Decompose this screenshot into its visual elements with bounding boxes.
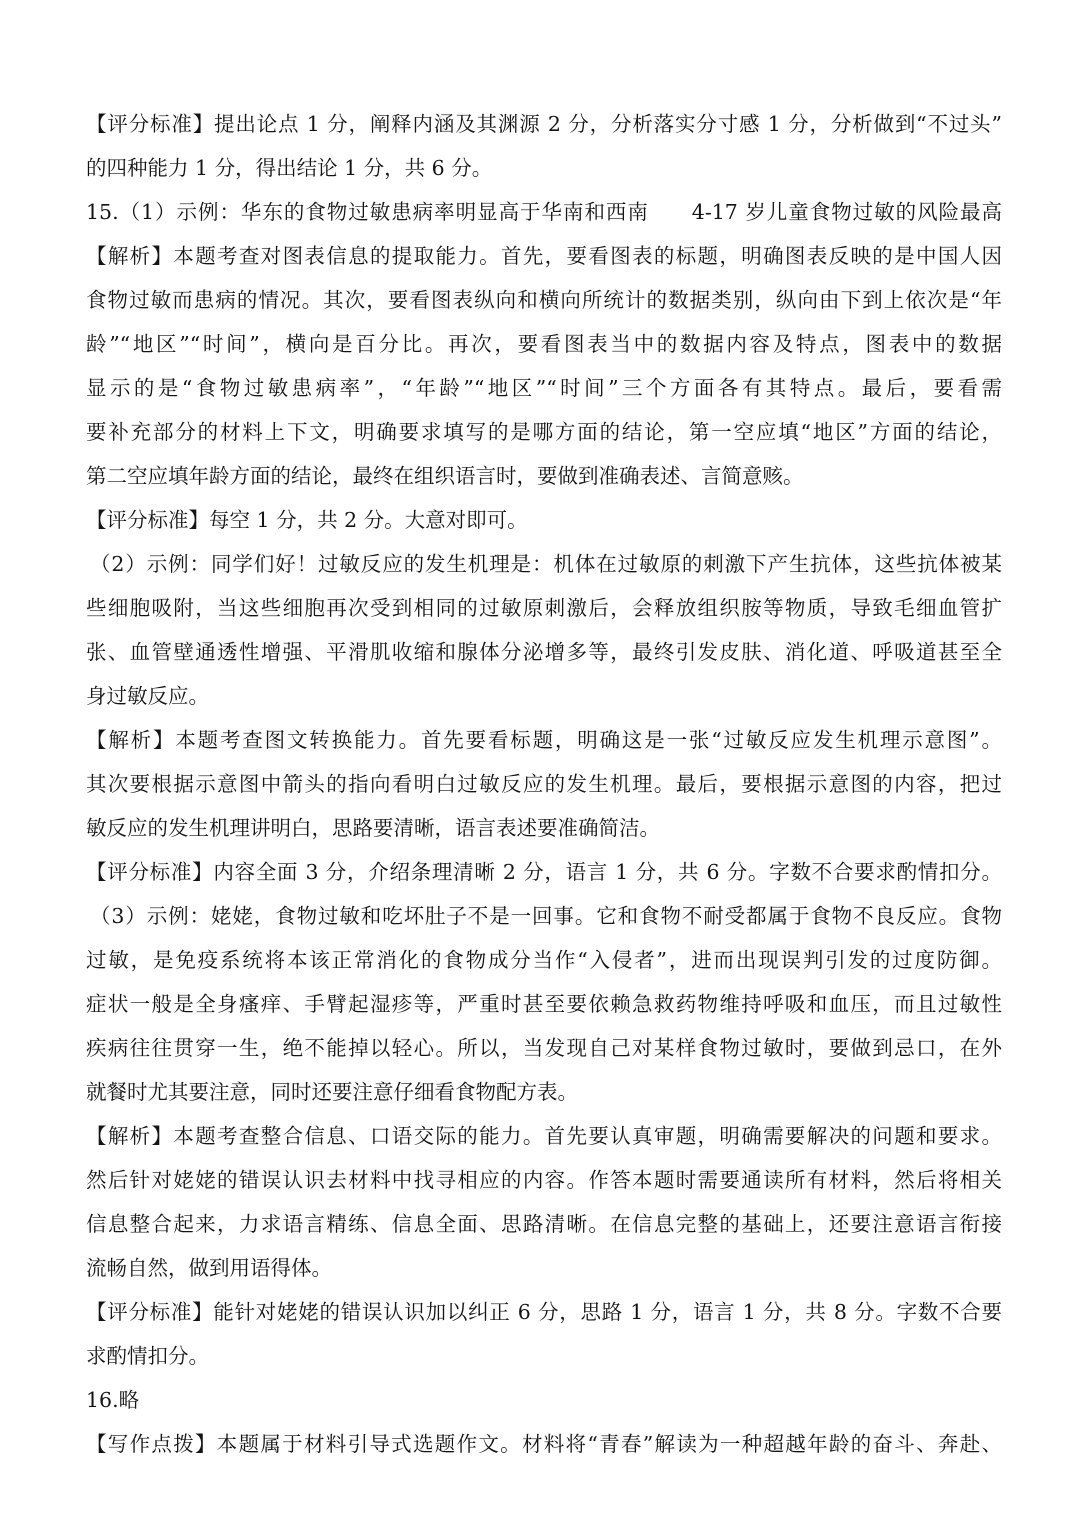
text-line: 的四种能力 1 分，得出结论 1 分，共 6 分。 <box>86 156 493 180</box>
scoring-criteria-q14 <box>86 102 1002 190</box>
text-line: 【评分标准】每空 1 分，共 2 分。大意对即可。 <box>86 508 528 532</box>
text-line: 16.略 <box>86 1388 140 1412</box>
text-line: 显示的是“食物过敏患病率”，“年龄”“地区”“时间”三个方面各有其特点。最后，要看需 <box>86 376 1002 400</box>
text-line: 其次要根据示意图中箭头的指向看明白过敏反应的发生机理。最后，要根据示意图的内容，把过 <box>86 772 1002 796</box>
text-line: 流畅自然，做到用语得体。 <box>86 1256 332 1280</box>
text-line: 【评分标准】提出论点 1 分，阐释内涵及其渊源 2 分，分析落实分寸感 1 分，分析做到“不过头” <box>86 112 1002 136</box>
scoring-criteria-q15-1 <box>86 498 1002 542</box>
text-line: 疾病往往贯穿一生，绝不能掉以轻心。所以，当发现自己对某样食物过敏时，要做到忌口，在外 <box>86 1036 1002 1060</box>
writing-guidance-q16 <box>86 1422 1002 1466</box>
answer-q15-2 <box>86 542 1002 718</box>
text-line: 信息整合起来，力求语言精练、信息全面、思路清晰。在信息完整的基础上，还要注意语言衔接 <box>86 1212 1002 1236</box>
text-line: 身过敏反应。 <box>86 684 209 708</box>
text-line: 要补充部分的材料上下文，明确要求填写的是哪方面的结论，第一空应填“地区”方面的结论， <box>86 420 1002 444</box>
answer-q15-1 <box>86 190 1002 234</box>
text-line: 就餐时尤其要注意，同时还要注意仔细看食物配方表。 <box>86 1080 578 1104</box>
text-line: 求酌情扣分。 <box>86 1344 209 1368</box>
answer-q16 <box>86 1378 1002 1422</box>
text-line: 【评分标准】能针对姥姥的错误认识加以纠正 6 分，思路 1 分，语言 1 分，共 8 分。字数不合要 <box>86 1300 1002 1324</box>
analysis-q15-1 <box>86 234 1002 498</box>
scoring-criteria-q15-2 <box>86 850 1002 894</box>
scoring-criteria-q15-3 <box>86 1290 1002 1378</box>
text-line: （2）示例：同学们好！过敏反应的发生机理是：机体在过敏原的刺激下产生抗体，这些抗体被某 <box>90 552 1002 576</box>
text-line: 【解析】本题考查图文转换能力。首先要看标题，明确这是一张“过敏反应发生机理示意图”。 <box>86 728 1002 752</box>
text-line: 然后针对姥姥的错误认识去材料中找寻相应的内容。作答本题时需要通读所有材料，然后将相关 <box>86 1168 1002 1192</box>
text-line: 【评分标准】内容全面 3 分，介绍条理清晰 2 分，语言 1 分，共 6 分。字数不合要求酌情扣分。 <box>86 860 1002 884</box>
answer-q15-3 <box>86 894 1002 1114</box>
text-line: 症状一般是全身瘙痒、手臂起湿疹等，严重时甚至要依赖急救药物维持呼吸和血压，而且过敏性 <box>86 992 1002 1016</box>
text-line: 龄”“地区”“时间”，横向是百分比。再次，要看图表当中的数据内容及特点，图表中的数据 <box>86 332 1002 356</box>
analysis-q15-2 <box>86 718 1002 850</box>
text-line: 些细胞吸附，当这些细胞再次受到相同的过敏原刺激后，会释放组织胺等物质，导致毛细血管扩 <box>86 596 1002 620</box>
text-line: 15.（1）示例：华东的食物过敏患病率明显高于华南和西南 4-17 岁儿童食物过敏的风险最高 <box>86 200 1002 224</box>
text-line: 第二空应填年龄方面的结论，最终在组织语言时，要做到准确表述、言简意赅。 <box>86 464 804 488</box>
text-line: 【解析】本题考查整合信息、口语交际的能力。首先要认真审题，明确需要解决的问题和要求。 <box>86 1124 1002 1148</box>
text-line: （3）示例：姥姥，食物过敏和吃坏肚子不是一回事。它和食物不耐受都属于食物不良反应。食物 <box>90 904 1002 928</box>
text-line: 食物过敏而患病的情况。其次，要看图表纵向和横向所统计的数据类别，纵向由下到上依次是“年 <box>86 288 1002 312</box>
text-line: 【写作点拨】本题属于材料引导式选题作文。材料将“青春”解读为一种超越年龄的奋斗、奔赴、 <box>86 1432 1002 1456</box>
text-line: 【解析】本题考查对图表信息的提取能力。首先，要看图表的标题，明确图表反映的是中国人因 <box>86 244 1002 268</box>
text-line: 过敏，是免疫系统将本该正常消化的食物成分当作“入侵者”，进而出现误判引发的过度防御。 <box>86 948 1002 972</box>
text-line: 张、血管壁通透性增强、平滑肌收缩和腺体分泌增多等，最终引发皮肤、消化道、呼吸道甚至全 <box>86 640 1002 664</box>
analysis-q15-3 <box>86 1114 1002 1290</box>
text-line: 敏反应的发生机理讲明白，思路要清晰，语言表述要准确简洁。 <box>86 816 660 840</box>
answer-text-body <box>86 102 1002 1466</box>
